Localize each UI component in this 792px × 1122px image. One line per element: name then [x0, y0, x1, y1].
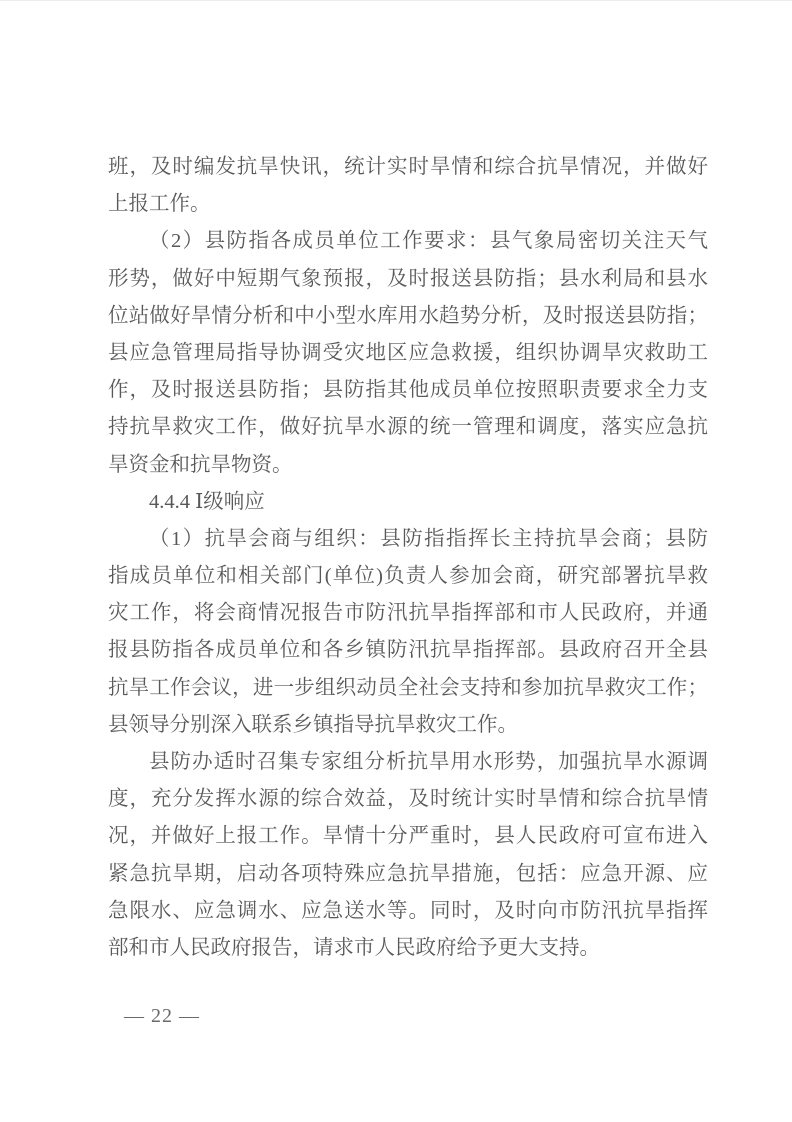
section-heading: 4.4.4 Ⅰ级响应	[149, 490, 265, 513]
text-line: 县防办适时召集专家组分析抗旱用水形势，加强抗旱水源调	[149, 751, 708, 773]
document-body	[108, 149, 708, 967]
text-line: 度，充分发挥水源的综合效益，及时统计实时旱情和综合抗旱情	[108, 788, 708, 811]
text-line: 抗旱工作会议，进一步组织动员全社会支持和参加抗旱救灾工作；	[108, 676, 708, 699]
text-line: 况，并做好上报工作。旱情十分严重时，县人民政府可宣布进入	[108, 825, 708, 848]
text-line: 形势，做好中短期气象预报，及时报送县防指；县水利局和县水	[108, 267, 708, 290]
text-line: 作，及时报送县防指；县防指其他成员单位按照职责要求全力支	[108, 379, 708, 402]
text-line: 指成员单位和相关部门(单位)负责人参加会商，研究部署抗旱救	[108, 565, 708, 588]
text-line: 旱资金和抗旱物资。	[108, 453, 293, 476]
page-number: — 22 —	[124, 1005, 200, 1027]
text-line: 部和市人民政府报告，请求市人民政府给予更大支持。	[108, 936, 600, 959]
text-line: （1）抗旱会商与组织：县防指指挥长主持抗旱会商；县防	[149, 527, 708, 550]
text-line: 紧急抗旱期，启动各项特殊应急抗旱措施，包括：应急开源、应	[108, 862, 708, 885]
text-line: 县应急管理局指导协调受灾地区应急救援，组织协调旱灾救助工	[108, 341, 708, 364]
text-line: 上报工作。	[108, 193, 211, 216]
text-line: （2）县防指各成员单位工作要求：县气象局密切关注天气	[149, 230, 708, 253]
text-line: 班，及时编发抗旱快讯，统计实时旱情和综合抗旱情况，并做好	[108, 156, 708, 178]
text-line: 灾工作，将会商情况报告市防汛抗旱指挥部和市人民政府，并通	[108, 602, 708, 625]
text-line: 持抗旱救灾工作，做好抗旱水源的统一管理和调度，落实应急抗	[108, 416, 708, 439]
text-line: 急限水、应急调水、应急送水等。同时，及时向市防汛抗旱指挥	[108, 899, 708, 922]
text-line: 位站做好旱情分析和中小型水库用水趋势分析，及时报送县防指；	[108, 304, 708, 327]
text-line: 县领导分别深入联系乡镇指导抗旱救灾工作。	[108, 713, 518, 736]
text-line: 报县防指各成员单位和各乡镇防汛抗旱指挥部。县政府召开全县	[108, 639, 708, 662]
